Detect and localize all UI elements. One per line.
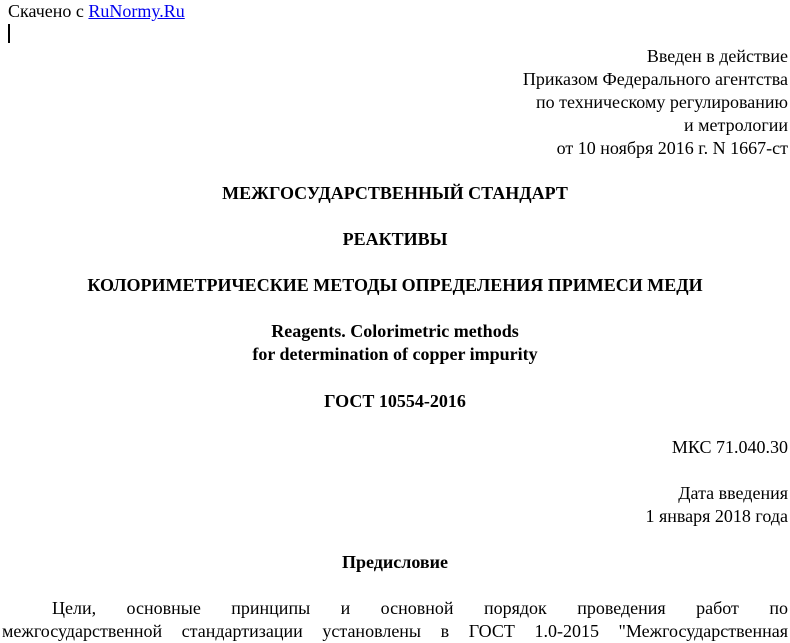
preface-paragraph-line-1: Цели, основные принципы и основной порядок проведения работ по [52, 598, 788, 618]
intro-date-value: 1 января 2018 года [645, 506, 788, 526]
enactment-line-2: Приказом Федерального агентства [522, 69, 788, 89]
enactment-line-4: и метрологии [684, 115, 788, 135]
enactment-line-5: от 10 ноября 2016 г. N 1667-ст [556, 138, 788, 158]
standard-type: МЕЖГОСУДАРСТВЕННЫЙ СТАНДАРТ [222, 183, 568, 203]
preface-paragraph-line-2: межгосударственной стандартизации установлены в ГОСТ 1.0-2015 "Межгосударственная [2, 621, 788, 641]
runormy-link[interactable]: RuNormy.Ru [88, 1, 185, 21]
standard-group: РЕАКТИВЫ [342, 229, 448, 249]
preface-heading: Предисловие [342, 552, 448, 572]
standard-code: ГОСТ 10554-2016 [324, 391, 466, 411]
mks-code: МКС 71.040.30 [671, 437, 788, 457]
download-source [8, 0, 185, 22]
standard-title-en-2: for determination of copper impurity [252, 344, 538, 364]
intro-date-label: Дата введения [678, 483, 788, 503]
enactment-line-3: по техническому регулированию [535, 92, 788, 112]
download-prefix: Скачено с [8, 1, 89, 21]
standard-title: КОЛОРИМЕТРИЧЕСКИЕ МЕТОДЫ ОПРЕДЕЛЕНИЯ ПРИМЕСИ МЕДИ [87, 275, 703, 295]
standard-title-en-1: Reagents. Colorimetric methods [271, 321, 519, 341]
enactment-line-1: Введен в действие [646, 46, 788, 66]
text-cursor [8, 24, 10, 43]
